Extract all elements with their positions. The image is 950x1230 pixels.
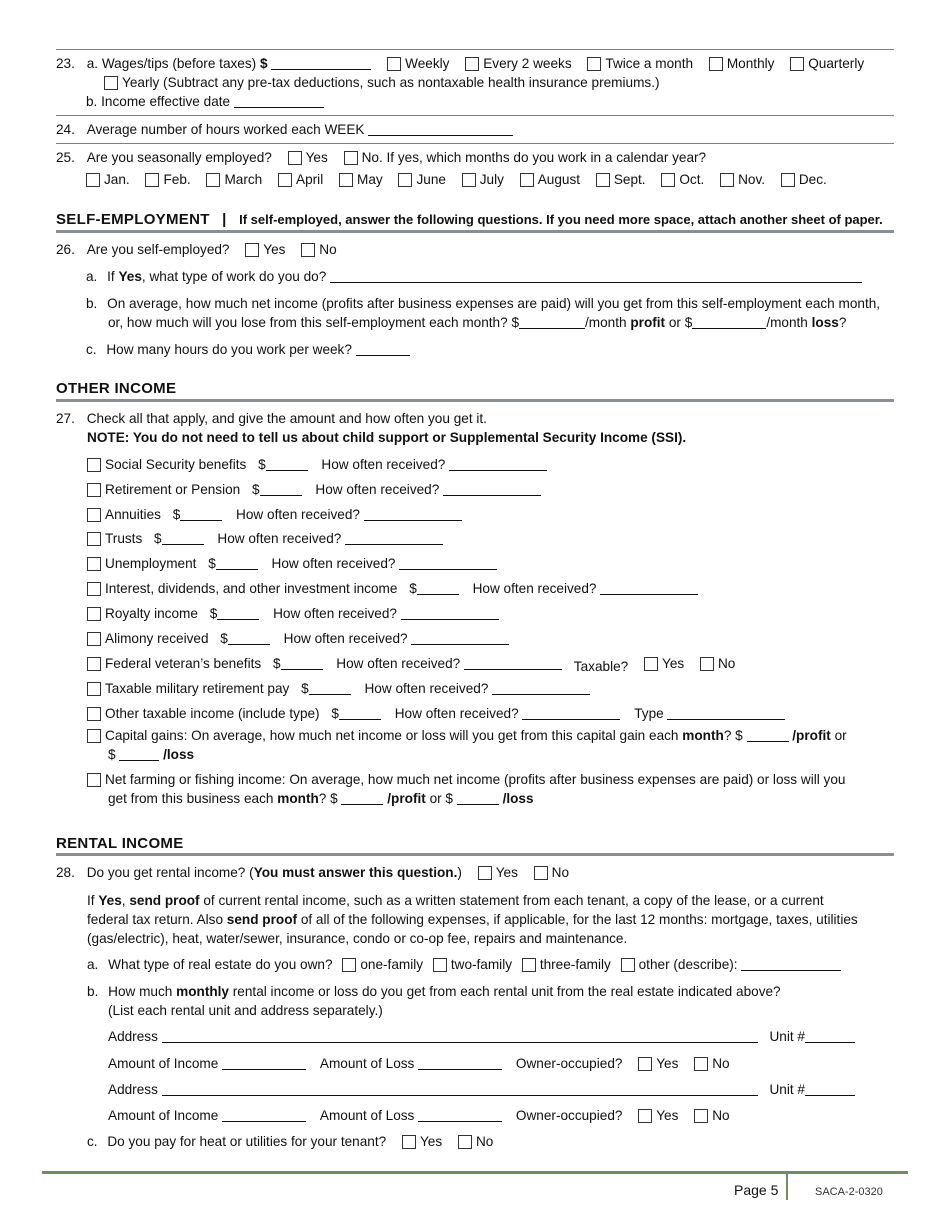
text: , (121, 893, 126, 908)
how-often-input[interactable] (449, 457, 547, 471)
how-often-input[interactable] (600, 581, 698, 595)
bold-text: send proof (226, 912, 298, 927)
wages-label: Wages/tips (before taxes) (101, 56, 257, 71)
no-label: No (319, 242, 337, 257)
q28-a-row (87, 956, 841, 974)
text: On average, how much net income (profits after business expenses are paid) will you get from this self-employment each month, (107, 296, 881, 311)
amount-input[interactable] (162, 531, 204, 545)
item-checkbox[interactable] (87, 682, 101, 696)
month-label: April (296, 172, 324, 187)
april-checkbox[interactable] (278, 173, 292, 187)
every-2-weeks-label: Every 2 weeks (483, 56, 572, 71)
farming-label: Net farming or fishing income: On average, how much net income (profits after business expenses are paid) or loss will you (105, 772, 846, 787)
footer-rule (42, 1171, 908, 1174)
income-item-farming (87, 771, 845, 789)
bold-text: Yes (98, 893, 122, 908)
dollar-sign: $ (258, 457, 266, 472)
farming-row2 (108, 790, 534, 808)
bold-text: loss (811, 315, 839, 330)
text: Do you get rental income? ( (86, 865, 254, 880)
yearly-label: Yearly (Subtract any pre-tax deductions, such as nontaxable health insurance premiums.) (122, 75, 660, 90)
one-family-checkbox[interactable] (342, 958, 356, 972)
rental-paragraph-line1 (87, 892, 824, 910)
capital-profit-input[interactable] (747, 728, 789, 742)
how-often-label: How often received? (236, 507, 360, 522)
farming-profit-input[interactable] (341, 791, 383, 805)
june-checkbox[interactable] (398, 173, 412, 187)
rental-paragraph-line2 (87, 911, 858, 929)
amount-input[interactable] (228, 631, 270, 645)
address-input[interactable] (162, 1082, 758, 1096)
q26-a-row (86, 268, 862, 286)
work-type-input[interactable] (330, 269, 862, 283)
item-checkbox[interactable] (87, 508, 101, 522)
hours-per-week-input[interactable] (356, 342, 410, 356)
amount-input[interactable] (309, 681, 351, 695)
item-letter: a. (86, 269, 98, 284)
how-often-input[interactable] (345, 531, 443, 545)
text: Do you pay for heat or utilities for your tenant? (107, 1134, 387, 1149)
text: /month (585, 315, 627, 330)
item-checkbox[interactable] (87, 773, 101, 787)
bold-text: send proof (129, 893, 200, 908)
how-often-label: How often received? (217, 531, 342, 546)
item-label: Federal veteran’s benefits (105, 656, 262, 671)
question-number: 26. (56, 242, 75, 257)
amount-loss-label: Amount of Loss (319, 1056, 415, 1071)
bold-text: month (682, 728, 724, 743)
amount-input[interactable] (216, 556, 258, 570)
text: , what type of work do you do? (141, 269, 327, 284)
no-label: No (551, 865, 570, 880)
q23-row-b (86, 93, 324, 111)
item-label: Alimony received (105, 631, 209, 646)
divider: | (222, 211, 227, 228)
q26-row (56, 241, 337, 259)
dollar-sign: $ (209, 606, 218, 621)
item-checkbox[interactable] (87, 582, 101, 596)
capital-gains-loss-row (108, 746, 194, 764)
bold-text: /profit (792, 728, 831, 743)
rental-unit-2-amounts (108, 1107, 730, 1125)
text: ? (838, 315, 847, 330)
income-item-annuities (87, 506, 462, 524)
yes-label: Yes (305, 150, 328, 165)
seasonal-question: Are you seasonally employed? (86, 150, 272, 165)
bold-text: /profit (387, 791, 426, 806)
item-letter: b. (86, 296, 98, 311)
twice-a-month-label: Twice a month (605, 56, 694, 71)
loss-input[interactable] (692, 315, 766, 329)
august-checkbox[interactable] (520, 173, 534, 187)
amount-input[interactable] (417, 581, 459, 595)
yes-label: Yes (662, 656, 685, 671)
rule (56, 115, 894, 116)
question-number: 24. (56, 122, 75, 137)
dollar-sign: $ (272, 656, 281, 671)
dollar-sign: $ (154, 531, 162, 546)
q25-row (56, 149, 706, 167)
unit-label: Unit # (769, 1029, 805, 1044)
item-checkbox[interactable] (87, 657, 101, 671)
bold-text: /loss (502, 791, 534, 806)
owner-occupied-label: Owner-occupied? (515, 1108, 623, 1123)
dollar-sign: $ (301, 681, 309, 696)
income-item-retirement (87, 481, 541, 499)
self-employment-header (56, 211, 883, 229)
q27-intro (56, 410, 487, 428)
income-item-military (87, 680, 590, 698)
unit-input[interactable] (805, 1082, 855, 1096)
owner-occupied-yes-checkbox[interactable] (638, 1109, 652, 1123)
text: federal tax return. Also (87, 912, 224, 927)
may-checkbox[interactable] (339, 173, 353, 187)
wages-input[interactable] (271, 56, 371, 70)
jan-checkbox[interactable] (86, 173, 100, 187)
text: What type of real estate do you own? (108, 957, 333, 972)
taxable-label: Taxable? (573, 659, 629, 674)
text: If (107, 269, 115, 284)
dec-checkbox[interactable] (781, 173, 795, 187)
month-label: Feb. (163, 172, 191, 187)
month-label: March (224, 172, 263, 187)
income-item-social-security (87, 456, 547, 474)
amount-loss-label: Amount of Loss (319, 1108, 415, 1123)
text: or, how much will you lose from this self-employment each month? $ (108, 315, 520, 330)
self-employed-yes-checkbox[interactable] (245, 243, 259, 257)
section-subtitle: If self-employed, answer the following questions. If you need more space, attach another sheet of paper. (239, 212, 883, 227)
how-often-input[interactable] (411, 631, 509, 645)
rental-unit-2-address (108, 1081, 855, 1099)
item-letter: c. (87, 1134, 98, 1149)
section-title: RENTAL INCOME (56, 835, 184, 852)
how-often-label: How often received? (283, 631, 408, 646)
how-often-input[interactable] (464, 656, 562, 670)
item-checkbox[interactable] (87, 632, 101, 646)
item-checkbox[interactable] (87, 607, 101, 621)
item-label: Social Security benefits (105, 457, 247, 472)
text: rental income or loss do you get from each rental unit from the real estate indicated above? (232, 984, 781, 999)
question-number: 27. (56, 411, 75, 426)
quarterly-label: Quarterly (808, 56, 865, 71)
seasonal-yes-checkbox[interactable] (288, 151, 302, 165)
bold-text: month (277, 791, 319, 806)
amount-input[interactable] (260, 482, 302, 496)
rule (56, 143, 894, 144)
self-employed-question: Are you self-employed? (86, 242, 230, 257)
income-item-interest (87, 580, 698, 598)
capital-gains-label: Capital gains: On average, how much net income or loss will you get from this capital gain each (105, 728, 679, 743)
item-label: Other taxable income (include type) (105, 706, 320, 721)
month-label: Dec. (798, 172, 827, 187)
dollar-sign: $ (259, 56, 268, 71)
month-label: Nov. (738, 172, 766, 187)
yes-label: Yes (656, 1108, 679, 1123)
other-income-header (56, 380, 176, 398)
two-family-checkbox[interactable] (433, 958, 447, 972)
item-label: Retirement or Pension (105, 482, 241, 497)
how-often-label: How often received? (336, 656, 461, 671)
three-family-checkbox[interactable] (522, 958, 536, 972)
effective-date-input[interactable] (234, 94, 324, 108)
text: Check all that apply, and give the amount and how often you get it. (86, 411, 487, 426)
text: or $ (668, 315, 693, 330)
taxable-no-checkbox[interactable] (700, 657, 714, 671)
item-checkbox[interactable] (87, 707, 101, 721)
how-often-input[interactable] (364, 507, 462, 521)
q27-note: NOTE: You do not need to tell us about child support or Supplemental Security Income (SSI). (87, 430, 687, 445)
sept-checkbox[interactable] (596, 173, 610, 187)
q28-row (56, 864, 569, 882)
text: ? $ (318, 791, 338, 806)
how-often-input[interactable] (492, 681, 590, 695)
months-row (86, 171, 827, 189)
how-often-label: How often received? (273, 606, 397, 621)
amount-input[interactable] (339, 706, 381, 720)
text: or $ (429, 791, 453, 806)
section-rule (56, 399, 894, 402)
address-label: Address (108, 1082, 158, 1097)
amount-income-input[interactable] (222, 1108, 306, 1122)
bold-text: You must answer this question. (253, 865, 458, 880)
how-often-label: How often received? (315, 482, 440, 497)
how-often-label: How often received? (472, 581, 597, 596)
unit-label: Unit # (769, 1082, 805, 1097)
owner-occupied-no-checkbox[interactable] (694, 1109, 708, 1123)
heat-no-checkbox[interactable] (458, 1135, 472, 1149)
amount-loss-input[interactable] (418, 1056, 502, 1070)
item-checkbox[interactable] (87, 532, 101, 546)
heat-yes-checkbox[interactable] (402, 1135, 416, 1149)
type-label: Type (634, 706, 664, 721)
owner-occupied-yes-checkbox[interactable] (638, 1057, 652, 1071)
yes-label: Yes (263, 242, 286, 257)
q23-yearly-row (104, 74, 660, 92)
text: How many hours do you work per week? (106, 342, 352, 357)
question-number: 23. (56, 56, 75, 71)
item-letter: c. (86, 342, 97, 357)
text: get from this business each (108, 791, 274, 806)
amount-input[interactable] (266, 457, 308, 471)
how-often-input[interactable] (401, 606, 499, 620)
bold-text: /loss (163, 747, 195, 762)
estate-type-label: two-family (450, 957, 513, 972)
section-rule (56, 853, 894, 856)
item-letter: b. (87, 984, 99, 999)
feb-checkbox[interactable] (145, 173, 159, 187)
self-employed-no-checkbox[interactable] (301, 243, 315, 257)
income-item-royalty (87, 605, 499, 623)
text: or (834, 728, 847, 743)
owner-occupied-no-checkbox[interactable] (694, 1057, 708, 1071)
income-item-capital-gains (87, 727, 847, 745)
month-label: August (537, 172, 581, 187)
dollar-sign: $ (208, 556, 216, 571)
item-checkbox[interactable] (87, 557, 101, 571)
item-label: Interest, dividends, and other investment income (105, 581, 398, 596)
q28-c-row (87, 1133, 493, 1151)
dollar-sign: $ (220, 631, 228, 646)
nov-checkbox[interactable] (720, 173, 734, 187)
income-item-unemployment (87, 555, 497, 573)
form-code: SACA-2-0320 (815, 1186, 883, 1198)
amount-loss-input[interactable] (418, 1108, 502, 1122)
yes-label: Yes (495, 865, 518, 880)
rental-unit-1-amounts (108, 1055, 730, 1073)
dollar-sign: $ (108, 747, 116, 762)
rental-no-checkbox[interactable] (534, 866, 548, 880)
month-label: Jan. (104, 172, 130, 187)
no-label: No (712, 1108, 730, 1123)
march-checkbox[interactable] (206, 173, 220, 187)
section-rule (56, 230, 894, 233)
monthly-label: Monthly (726, 56, 775, 71)
text: /month (766, 315, 808, 330)
bold-text: profit (630, 315, 666, 330)
no-label: No (475, 1134, 494, 1149)
dollar-sign: $ (409, 581, 417, 596)
hours-label: Average number of hours worked each WEEK (86, 122, 365, 137)
text: ? $ (723, 728, 743, 743)
amount-income-label: Amount of Income (108, 1108, 219, 1123)
item-checkbox[interactable] (87, 729, 101, 743)
twice-a-month-checkbox[interactable] (587, 57, 601, 71)
text: If (87, 893, 95, 908)
income-item-veteran (87, 655, 735, 673)
dollar-sign: $ (172, 507, 181, 522)
farming-loss-input[interactable] (457, 791, 499, 805)
how-often-label: How often received? (394, 706, 519, 721)
item-label: Taxable military retirement pay (105, 681, 290, 696)
capital-loss-input[interactable] (119, 747, 159, 761)
estate-type-label: other (describe): (638, 957, 738, 972)
question-number: 28. (56, 865, 75, 880)
rental-yes-checkbox[interactable] (478, 866, 492, 880)
q24-row (56, 121, 513, 139)
amount-income-label: Amount of Income (108, 1056, 219, 1071)
text: How much (108, 984, 173, 999)
rental-unit-1-address (108, 1028, 855, 1046)
month-label: June (416, 172, 446, 187)
address-label: Address (108, 1029, 158, 1044)
owner-occupied-label: Owner-occupied? (515, 1056, 623, 1071)
item-letter: a. (87, 957, 99, 972)
how-often-input[interactable] (399, 556, 497, 570)
month-label: May (357, 172, 383, 187)
estate-type-label: one-family (360, 957, 424, 972)
item-label: Trusts (105, 531, 143, 546)
section-title: OTHER INCOME (56, 380, 177, 397)
item-letter: a. (86, 56, 99, 71)
effective-date-label: Income effective date (101, 94, 231, 109)
rental-income-header (56, 835, 184, 853)
top-rule (56, 49, 894, 50)
no-label: No (712, 1056, 730, 1071)
bold-text: Yes (118, 269, 142, 284)
amount-input[interactable] (180, 507, 222, 521)
month-label: Oct. (679, 172, 705, 187)
other-estate-checkbox[interactable] (621, 958, 635, 972)
hours-input[interactable] (368, 122, 513, 136)
item-letter: b. (86, 94, 98, 109)
no-label: No (717, 656, 736, 671)
income-item-other (87, 705, 785, 723)
dollar-sign: $ (331, 706, 339, 721)
q23-row-a (56, 55, 864, 73)
july-checkbox[interactable] (462, 173, 476, 187)
item-label: Unemployment (105, 556, 197, 571)
rental-paragraph-line3: (gas/electric), heat, water/sewer, insurance, condo or co-op fee, repairs and maintenance. (87, 931, 628, 946)
how-often-input[interactable] (522, 706, 620, 720)
amount-input[interactable] (281, 656, 323, 670)
footer-divider (786, 1174, 788, 1200)
q26-c-row (86, 341, 410, 359)
income-item-alimony (87, 630, 509, 648)
other-estate-input[interactable] (741, 957, 841, 971)
item-label: Royalty income (105, 606, 198, 621)
page-number: Page 5 (734, 1182, 779, 1198)
address-input[interactable] (162, 1029, 758, 1043)
how-often-input[interactable] (443, 482, 541, 496)
bold-text: monthly (176, 984, 229, 999)
oct-checkbox[interactable] (661, 173, 675, 187)
amount-income-input[interactable] (222, 1056, 306, 1070)
q26-b-row2 (108, 314, 846, 332)
taxable-yes-checkbox[interactable] (644, 657, 658, 671)
text: of current rental income, such as a written statement from each tenant, a copy of the lease, or a current (203, 893, 824, 908)
seasonal-no-label: No. If yes, which months do you work in a calendar year? (361, 150, 707, 165)
q26-b-row (86, 295, 880, 313)
quarterly-checkbox[interactable] (790, 57, 804, 71)
yes-label: Yes (419, 1134, 443, 1149)
unit-input[interactable] (805, 1029, 855, 1043)
section-title: SELF-EMPLOYMENT (56, 211, 210, 228)
amount-input[interactable] (217, 606, 259, 620)
how-often-label: How often received? (271, 556, 396, 571)
monthly-checkbox[interactable] (709, 57, 723, 71)
text: ) (457, 865, 462, 880)
profit-input[interactable] (519, 315, 585, 329)
estate-type-label: three-family (539, 957, 611, 972)
every-2-weeks-checkbox[interactable] (465, 57, 479, 71)
month-label: July (479, 172, 504, 187)
income-item-trusts (87, 530, 443, 548)
how-often-label: How often received? (364, 681, 489, 696)
item-checkbox[interactable] (87, 458, 101, 472)
seasonal-no-checkbox[interactable] (344, 151, 358, 165)
type-input[interactable] (667, 706, 785, 720)
q28-b-row (87, 983, 781, 1001)
item-label: Annuities (105, 507, 161, 522)
dollar-sign: $ (252, 482, 260, 497)
yearly-checkbox[interactable] (104, 76, 118, 90)
weekly-checkbox[interactable] (387, 57, 401, 71)
text: of all of the following expenses, if applicable, for the last 12 months: mortgage, taxes, utilities (300, 912, 858, 927)
yes-label: Yes (656, 1056, 679, 1071)
item-checkbox[interactable] (87, 483, 101, 497)
question-number: 25. (56, 150, 75, 165)
q28-b-row2: (List each rental unit and address separately.) (108, 1003, 383, 1018)
how-often-label: How often received? (321, 457, 446, 472)
month-label: Sept. (613, 172, 646, 187)
weekly-label: Weekly (405, 56, 450, 71)
